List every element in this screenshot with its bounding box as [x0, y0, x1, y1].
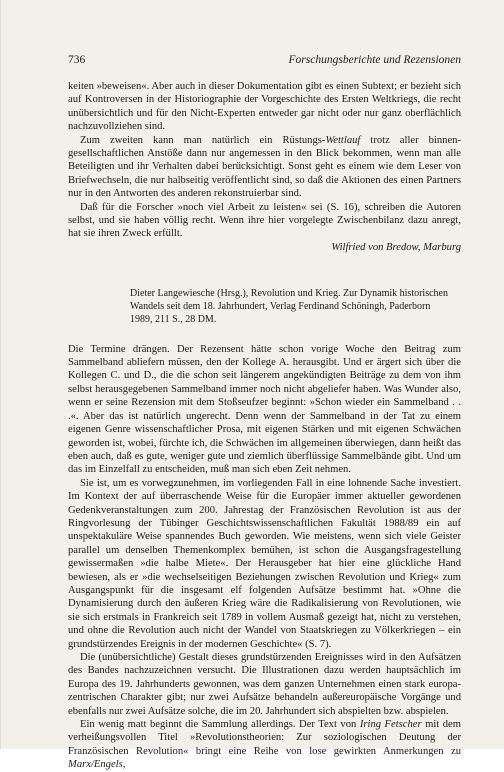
- citation-line: Dieter Langewiesche (Hrsg.), Revolution und Krieg. Zur Dynamik historischen: [130, 288, 448, 300]
- review-bredow: [68, 80, 461, 254]
- text-run: trotz aller binnen-gesellschaftlichen Anstöße dann nur angemessen in den Blick bekommen, wenn man alle Beteiligten und ihr Verhalten dabei berücksichtigt. Sonst geht es einem wie dem Leser von Briefwechseln, die nur halbseitig veröffentlicht sind, so daß die Aktionen des einen Partners nur in den Antworten des anderen rekonstruierbar sind.: [68, 134, 461, 200]
- paragraph: Die (unübersichtliche) Gestalt dieses grundstürzenden Ereignisses wird in den Aufsätzen des Bandes nachzuzeichnen versucht. Die Illustrationen dazu werden hauptsächlich im Europa des 19. Jahrhunderts gewonnen, was dem ganzen Unternehmen einen stark europa-zentrischen Charakter gibt; nur zwei Aufsätze behandeln außereuropäische Vorgänge und ebenfalls nur zwei Aufsätze solche, die im 20. Jahrhundert sich abspielten bzw. abspielen.: [68, 652, 461, 717]
- page-number: 736: [68, 54, 86, 66]
- paragraph: keiten »beweisen«. Aber auch in dieser Dokumentation gibt es einen Subtext; er bezieht sich auf Kontroversen in der Historiographie der Vorgeschichte des Ersten Weltkriegs, die recht unübersichtlich und für den Nicht-Experten entweder gar nicht oder nur ganz oberflächlich nachzuvollziehen sind.: [68, 81, 461, 133]
- reviewer-signature: Wilfried von Bredow, Marburg: [331, 241, 461, 253]
- paragraph: Sie ist, um es vorwegzunehmen, im vorliegenden Fall in eine lohnende Sache investiert. Im Kontext der auf überraschende Weise für die Europäer immer aktueller gewordenen Gedenkveranstaltungen zum 200. Jahrestag der Französischen Revolution ist aus der Ringvorlesung der Tübinger Geschichtswissenschaftlichen Fakultät 1988/89 ein auf unspektakuläre Weise spannendes Buch geworden. Wie meistens, wenn sich viele Geister parallel um denselben Themenkomplex bemühen, ist schon die Ausgangsfragestellung gewissermaßen »die halbe Miete«. Der Herausgeber hat hier eine glückliche Hand bewiesen, als er »die wechselseitigen Beziehungen zwischen Revolution und Krieg« zum Ausgangspunkt für die insgesamt elf folgenden Aufsätze bestimmt hat. »Ohne die Dynamisierung durch den äußeren Krieg wäre die Radikalisierung von Revolutionen, wie sie sich erstmals in Frankreich seit 1789 in vollem Ausmaß gezeigt hat, nicht zu verstehen, und ohne die Revolution auch nicht der Wandel von Staatskriegen zu Völkerkriegen – ein grundstürzendes Ereignis in der modernen Geschichte« (S. 7).: [68, 477, 461, 650]
- paragraph: [68, 134, 461, 201]
- text-run: mit dem verheißungsvollen Titel »Revolutionstheorien: Zur soziologischen Deutung der Französischen Revolution« bringt eine Reihe von lose gewirkten Anmerkungen zu: [68, 719, 461, 757]
- review-langewiesche: [68, 343, 461, 772]
- page-header: [68, 54, 461, 70]
- bibliographic-citation: [130, 288, 461, 326]
- running-head: Forschungsberichte und Rezensionen: [288, 54, 461, 66]
- emphasis: Wettlauf: [325, 134, 361, 146]
- paragraph: Die Termine drängen. Der Rezensent hätte schon vorige Woche den Beitrag zum Sammelband abliefern müssen, den der Kollege A. herausgibt. Und er ärgert sich über die Kollegen C. und D., die die schon seit längerem angekündigten Beiträge zu dem von ihm selbst herausgegebenen Sammelband immer noch nicht abgeliefer haben. Was Wunder also, wenn er seine Rezension mit dem Stoßseufzer beginnt: »Schon wieder ein Sammelband . . .«. Aber das ist natürlich ungerecht. Denn wenn der Sammelband in der Tat zu einem eigenen Genre wissenschaftlicher Prosa, mit eigenen Stärken und mit eigenen Schwächen geworden ist, wobei, fürchte ich, die Schwächen im allgemeinen überwiegen, dann heißt das eben auch, daß es gute, weniger gute und ziemlich überflüssige Sammelbände gibt. Und um das im Einzelfall zu entscheiden, muß man sich eben Zeit nehmen.: [68, 343, 461, 476]
- text-run: Ein wenig matt beginnt die Sammlung allerdings. Der Text von: [80, 719, 360, 731]
- emphasis: Iring Fetscher: [359, 719, 422, 731]
- text-run: Zum zweiten kann man natürlich ein Rüstungs-: [80, 134, 326, 146]
- citation-line: 1989, 211 S., 28 DM.: [130, 313, 217, 325]
- page-body: [68, 80, 461, 772]
- emphasis: Marx/Engels,: [68, 759, 126, 771]
- paragraph: Daß für die Forscher »noch viel Arbeit zu leisten« sei (S. 16), schreiben die Autoren selbst, und sie haben völlig recht. Wenn ihre hier vorgelegte Zwischenbilanz dazu anregt, hat sie ihren Zweck erfüllt.: [68, 201, 461, 240]
- paragraph: [68, 718, 461, 772]
- citation-line: Wandels seit dem 18. Jahrhundert, Verlag Ferdinand Schöningh, Paderborn: [130, 301, 431, 313]
